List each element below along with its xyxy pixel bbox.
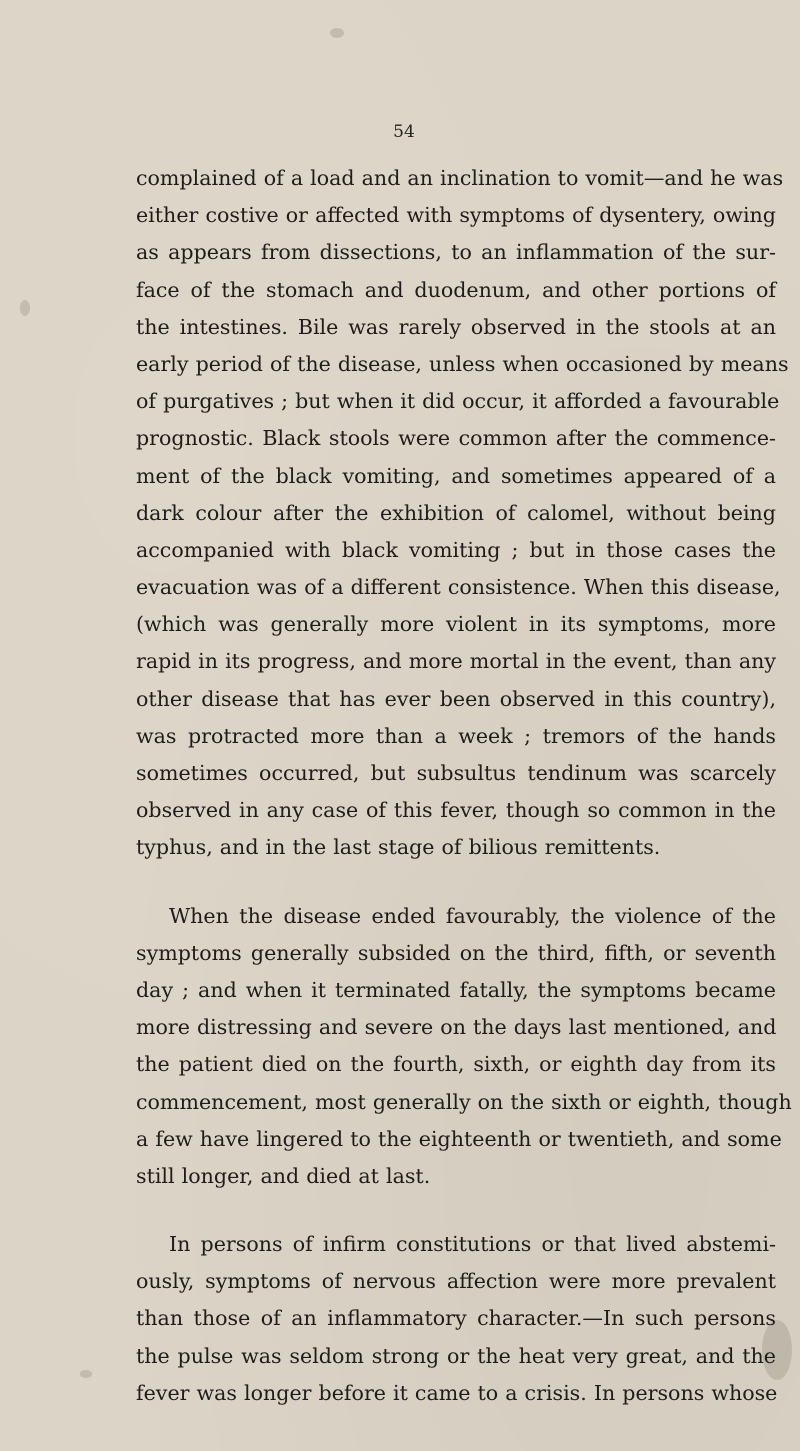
paper-stain <box>330 28 344 38</box>
text-line: accompanied with black vomiting ; but in those cases the <box>136 537 776 562</box>
text-line: symptoms generally subsided on the third, fifth, or seventh <box>136 940 776 965</box>
text-line: more distressing and severe on the days last mentioned, and <box>136 1015 777 1040</box>
text-line: observed in any case of this fever, though so common in the <box>136 798 776 823</box>
text-line: other disease that has ever been observed in this country), <box>136 686 776 711</box>
text-line: the pulse was seldom strong or the heat very great, and the <box>136 1343 776 1368</box>
paragraph-1 <box>136 160 789 867</box>
paper-stain <box>20 300 30 316</box>
text-line: When the disease ended favourably, the violence of the <box>169 903 776 928</box>
page-number: 54 <box>393 122 415 142</box>
paper-stain <box>80 1370 92 1378</box>
text-line: typhus, and in the last stage of bilious remittents. <box>136 835 661 860</box>
text-line: complained of a load and an inclination to vomit—and he was <box>136 166 784 190</box>
text-line: ment of the black vomiting, and sometimes appeared of a <box>136 463 776 488</box>
text-line: the patient died on the fourth, sixth, or eighth day from its <box>136 1052 776 1077</box>
text-line: early period of the disease, unless when occasioned by means <box>136 351 789 376</box>
body-text <box>136 160 792 1412</box>
text-line: still longer, and died at last. <box>136 1163 431 1188</box>
text-line: a few have lingered to the eighteenth or twentieth, and some <box>136 1126 782 1151</box>
text-line: rapid in its progress, and more mortal in the event, than any <box>136 649 776 674</box>
text-line: evacuation was of a different consistence. When this disease, <box>136 575 781 600</box>
text-line: day ; and when it terminated fatally, the symptoms became <box>136 977 776 1002</box>
text-line: as appears from dissections, to an inflammation of the sur- <box>136 240 776 265</box>
text-line: fever was longer before it came to a crisis. In persons whose <box>136 1380 778 1405</box>
text-line: sometimes occurred, but subsultus tendinum was scarcely <box>136 761 776 785</box>
text-line: ously, symptoms of nervous affection were more prevalent <box>136 1269 776 1294</box>
text-line: dark colour after the exhibition of calomel, without being <box>136 500 776 525</box>
text-line: than those of an inflammatory character.—In such persons <box>136 1306 776 1331</box>
paragraph-2 <box>136 898 792 1196</box>
text-line: face of the stomach and duodenum, and other portions of <box>136 277 776 302</box>
text-line: In persons of infirm constitutions or that lived abstemi- <box>169 1232 776 1257</box>
paragraph-gap <box>136 867 776 898</box>
text-line: commencement, most generally on the sixth or eighth, though <box>136 1089 792 1114</box>
text-line: was protracted more than a week ; tremors of the hands <box>136 723 776 748</box>
text-line: of purgatives ; but when it did occur, it afforded a favourable <box>136 389 780 414</box>
text-line: either costive or affected with symptoms of dysentery, owing <box>136 203 776 228</box>
text-line: (which was generally more violent in its symptoms, more <box>136 612 776 637</box>
paragraph-gap <box>136 1195 776 1226</box>
paragraph-3 <box>136 1226 776 1412</box>
text-line: the intestines. Bile was rarely observed in the stools at an <box>136 314 776 339</box>
text-line: prognostic. Black stools were common after the commence- <box>136 426 776 451</box>
